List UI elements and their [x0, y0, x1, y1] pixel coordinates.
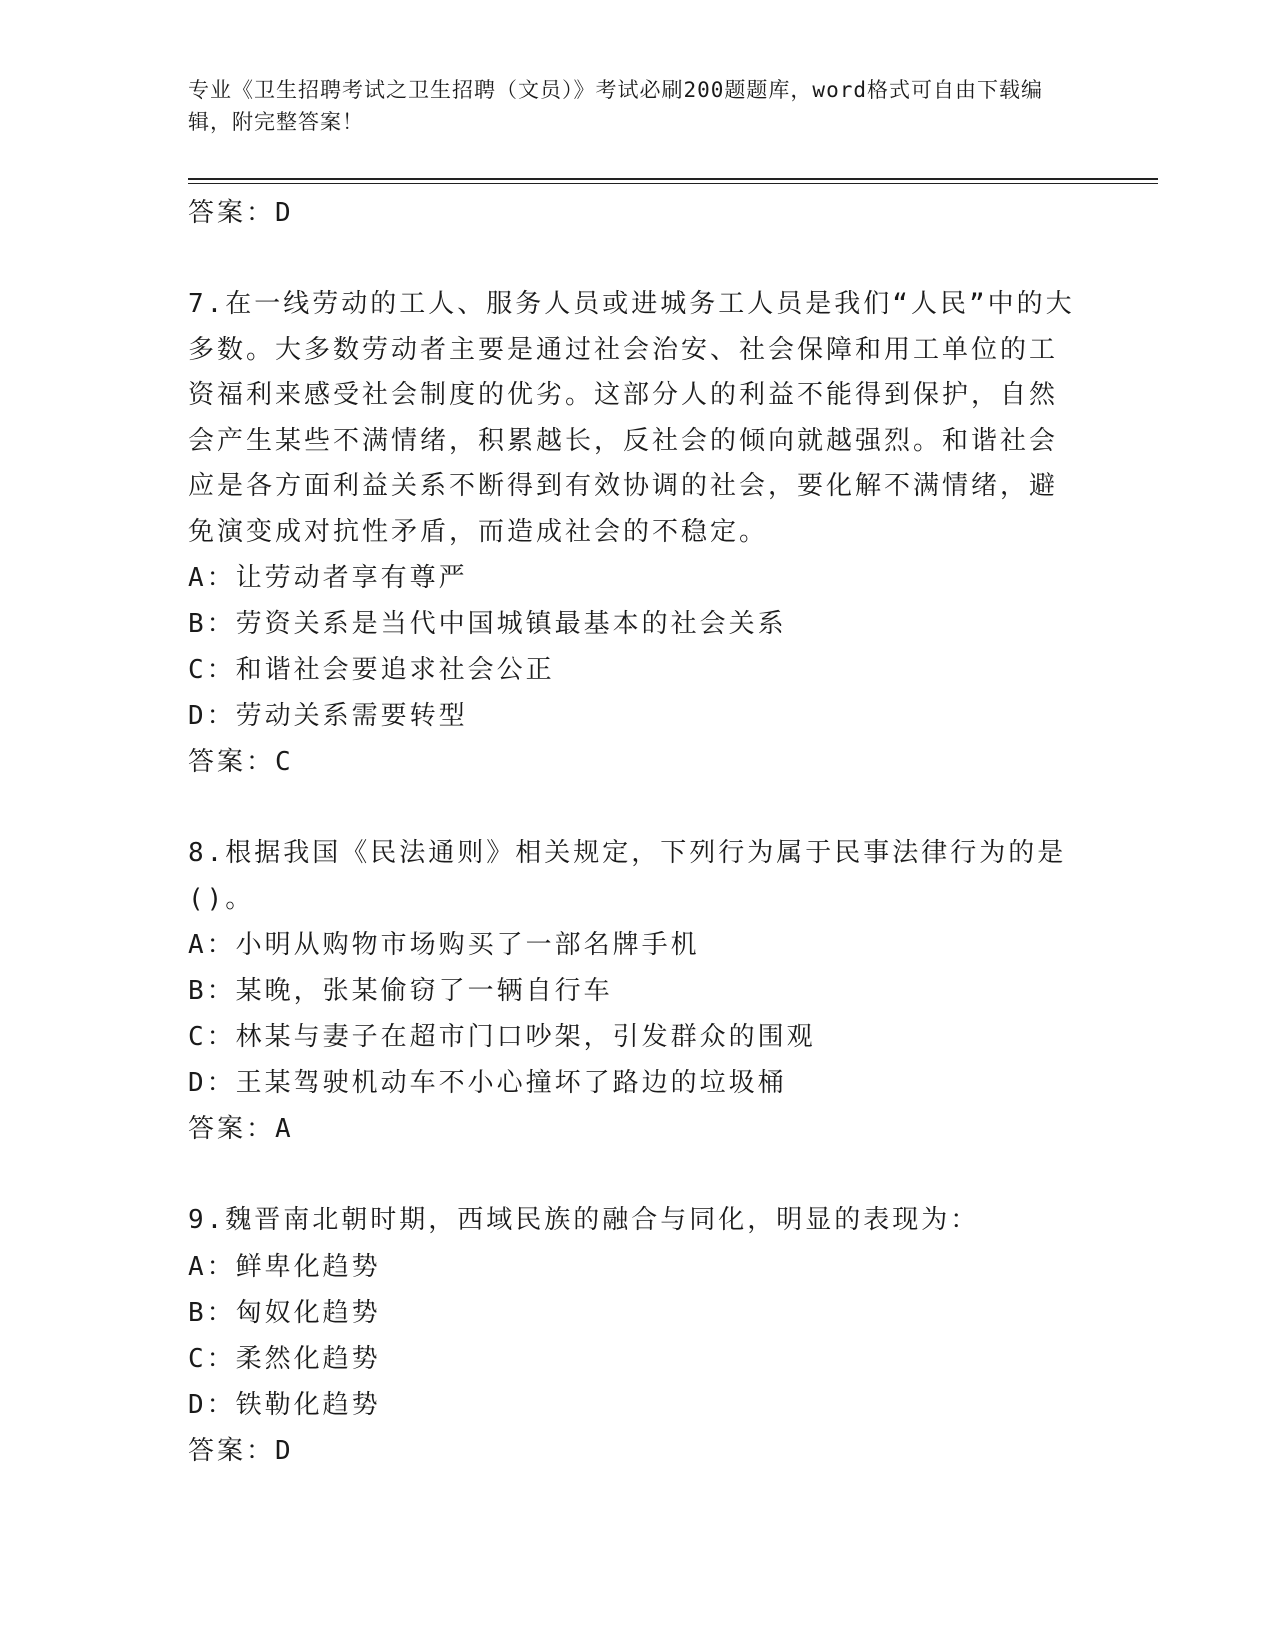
- spacer: [188, 785, 1078, 831]
- option-b: B：劳资关系是当代中国城镇最基本的社会关系: [188, 609, 787, 639]
- option-d: D：铁勒化趋势: [188, 1389, 381, 1420]
- spacer: [188, 236, 1078, 282]
- option-c: C：柔然化趋势: [188, 1343, 381, 1374]
- page-header: 专业《卫生招聘考试之卫生招聘（文员）》考试必刷200题题库，word格式可自由下载编辑，附完整答案！: [188, 78, 1043, 134]
- option-b: B：某晚，张某偷窃了一辆自行车: [188, 976, 613, 1006]
- answer: 答案：C: [188, 747, 294, 777]
- option-d: D：王某驾驶机动车不小心撞坏了路边的垃圾桶: [188, 1068, 787, 1098]
- option-c: C：和谐社会要追求社会公正: [188, 655, 555, 685]
- question-stem: 8.根据我国《民法通则》相关规定，下列行为属于民事法律行为的是()。: [188, 838, 1067, 914]
- option-a: A：小明从购物市场购买了一部名牌手机: [188, 930, 700, 960]
- header-rule-thin: [188, 183, 1158, 184]
- question-stem: 7.在一线劳动的工人、服务人员或进城务工人员是我们“人民”中的大多数。大多数劳动者主要是通过社会治安、社会保障和用工单位的工资福利来感受社会制度的优劣。这部分人的利益不能得到保护，自然会产生某些不满情绪，积累越长，反社会的倾向就越强烈。和谐社会应是各方面利益关系不断得到有效协调的社会，要化解不满情绪，避免演变成对抗性矛盾，而造成社会的不稳定。: [188, 289, 1075, 547]
- option-a: A：让劳动者享有尊严: [188, 563, 468, 593]
- question-stem: 9.魏晋南北朝时期，西域民族的融合与同化，明显的表现为：: [188, 1205, 980, 1235]
- answer: 答案：D: [188, 1435, 294, 1466]
- question-content: [188, 190, 1078, 1474]
- option-b: B：匈奴化趋势: [188, 1297, 381, 1328]
- question-8: [188, 831, 1078, 1152]
- option-c: C：林某与妻子在超市门口吵架，引发群众的围观: [188, 1022, 816, 1052]
- option-d: D：劳动关系需要转型: [188, 701, 468, 731]
- option-a: A：鲜卑化趋势: [188, 1251, 381, 1282]
- header-rule-thick: [188, 178, 1158, 180]
- answer: 答案：A: [188, 1114, 294, 1144]
- spacer: [188, 1152, 1078, 1198]
- previous-answer: 答案：D: [188, 198, 294, 228]
- question-9: [188, 1198, 1078, 1474]
- question-7: [188, 282, 1078, 785]
